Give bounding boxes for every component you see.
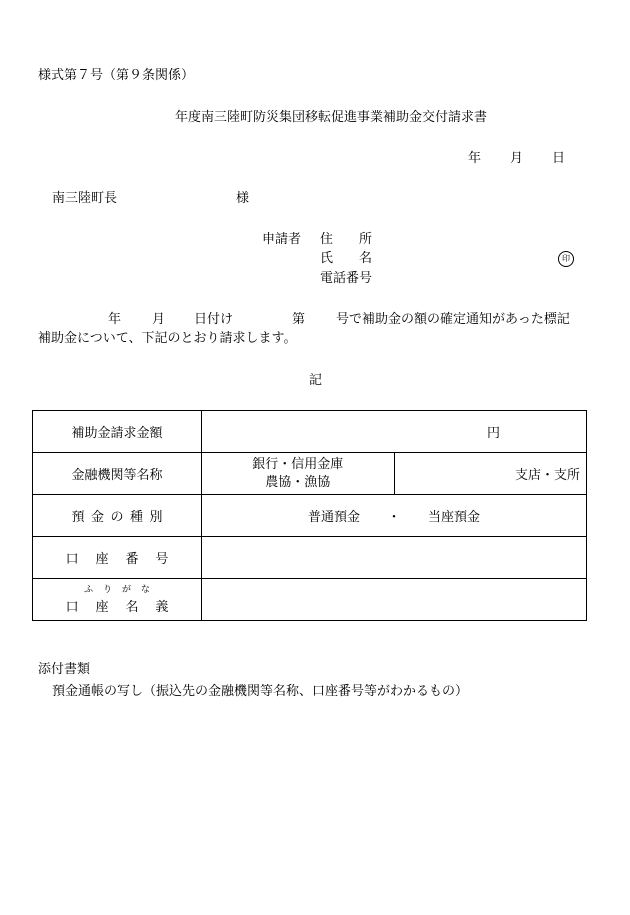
table-row-amount bbox=[33, 411, 587, 453]
table-row-bank bbox=[33, 453, 587, 495]
applicant-phone-label: 電話番号 bbox=[320, 271, 373, 286]
body-day-dated: 日付け bbox=[194, 312, 234, 327]
table-row-account-name bbox=[33, 579, 587, 621]
attachments-title: 添付書類 bbox=[38, 662, 91, 677]
amount-label: 補助金請求金額 bbox=[33, 411, 202, 453]
bank-type-1: 銀行・信用金庫 bbox=[252, 456, 344, 472]
body-line-2: 補助金について、下記のとおり請求します。 bbox=[38, 331, 297, 346]
body-month: 月 bbox=[152, 312, 166, 327]
form-number: 様式第７号（第９条関係） bbox=[38, 68, 195, 83]
body-line-1 bbox=[108, 312, 570, 328]
bank-type-cell[interactable] bbox=[202, 453, 395, 495]
ki-heading: 記 bbox=[309, 373, 323, 388]
deposit-label: 預金の種別 bbox=[33, 495, 202, 537]
account-number-cell[interactable] bbox=[202, 537, 587, 579]
addressee-name: 南三陸町長 bbox=[52, 191, 118, 206]
date-year: 年 bbox=[468, 151, 482, 166]
request-detail-table bbox=[32, 410, 587, 621]
account-name-label: 口座名義 bbox=[65, 600, 186, 615]
amount-unit: 円 bbox=[486, 426, 500, 441]
bank-type-2: 農協・漁協 bbox=[265, 474, 331, 490]
date-line bbox=[468, 151, 565, 167]
applicant-name-label: 氏 名 bbox=[320, 251, 373, 266]
table-row-deposit bbox=[33, 495, 587, 537]
account-number-label: 口座番号 bbox=[33, 537, 202, 579]
applicant-label: 申請者 bbox=[262, 232, 302, 247]
date-month: 月 bbox=[510, 151, 524, 166]
body-year: 年 bbox=[108, 312, 122, 327]
body-dai: 第 bbox=[292, 312, 306, 327]
applicant-address-label: 住 所 bbox=[320, 232, 373, 247]
deposit-ordinary[interactable]: 普通預金 bbox=[307, 510, 360, 525]
account-name-furigana: ふりがな bbox=[84, 585, 160, 595]
table-row-account-number bbox=[33, 537, 587, 579]
branch-cell[interactable] bbox=[394, 453, 587, 495]
addressee-honorific: 様 bbox=[236, 191, 250, 206]
attachments-item: 預金通帳の写し（振込先の金融機関等名称、口座番号等がわかるもの） bbox=[52, 684, 469, 699]
bank-label: 金融機関等名称 bbox=[33, 453, 202, 495]
account-name-cell[interactable] bbox=[202, 579, 587, 621]
branch-label: 支店・支所 bbox=[514, 468, 580, 483]
document-title: 年度南三陸町防災集団移転促進事業補助金交付請求書 bbox=[175, 110, 488, 125]
account-name-label-cell bbox=[33, 579, 202, 621]
deposit-current[interactable]: 当座預金 bbox=[428, 510, 481, 525]
amount-value-cell[interactable] bbox=[202, 411, 587, 453]
date-day: 日 bbox=[552, 151, 566, 166]
seal-mark: 印 bbox=[558, 251, 574, 267]
deposit-type-cell[interactable] bbox=[202, 495, 587, 537]
body-line1-rest: 号で補助金の額の確定通知があった標記 bbox=[336, 312, 570, 327]
deposit-separator: ・ bbox=[387, 510, 401, 525]
